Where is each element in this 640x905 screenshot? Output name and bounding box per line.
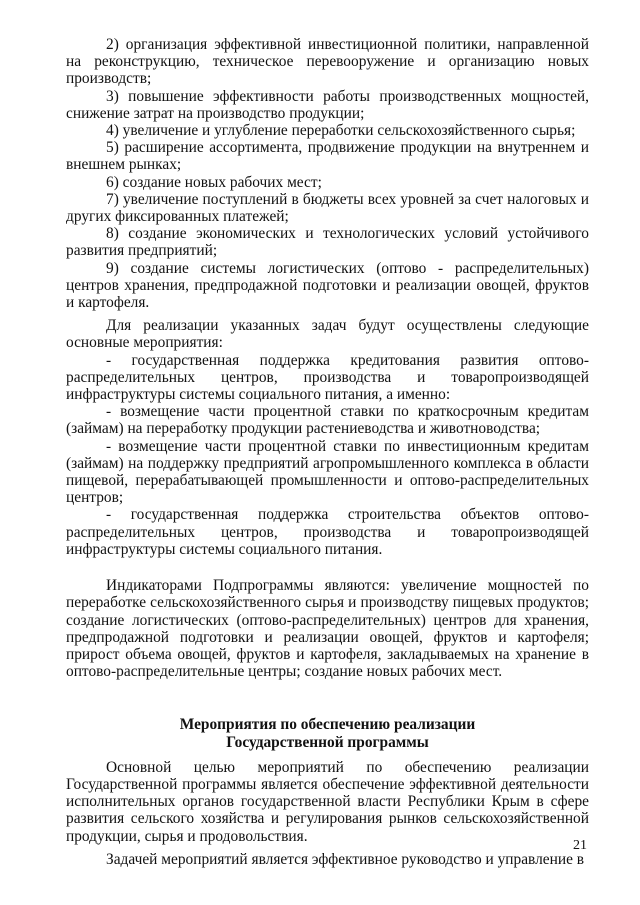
paragraph-main-goal: Основной целью мероприятий по обеспечению реализации Государственной программы является обеспечение эффективной деятельности исполнительных органов государственной власти Республики Крым в сфере развития сельского хозяйства и регулирования рынков сельскохозяйственной продукции, сырья и продовольствия. [66,758,589,845]
paragraph-item-4: 4) увеличение и углубление переработки сельскохозяйственного сырья; [106,122,576,140]
paragraph-item-6: 6) создание новых рабочих мест; [106,173,322,191]
paragraph-item-5: 5) расширение ассортимента, продвижение продукции на внутреннем и внешнем рынках; [66,139,589,174]
paragraph-item-2: 2) организация эффективной инвестиционной политики, направленной на реконструкцию, техническое перевооружение и организацию новых производств; [66,36,589,88]
paragraph-task: Задачей мероприятий является эффективное руководство и управление в [106,850,585,868]
paragraph-measures-intro: Для реализации указанных задач будут осуществлены следующие основные мероприятия: [66,317,589,352]
paragraph-item-9: 9) создание системы логистических (оптово - распределительных) центров хранения, предпродажной подготовки и реализации овощей, фруктов и картофеля. [66,259,589,312]
document-page [66,36,589,868]
paragraph-measure-short-term-loans: - возмещение части процентной ставки по краткосрочным кредитам (займам) на переработку продукции растениеводства и животноводства; [66,403,589,438]
paragraph-measure-construction: - государственная поддержка строительства объектов оптово-распределительных центров, производства и товаропроизводящей инфраструктуры системы социального питания. [66,506,589,558]
paragraph-measure-investment-loans: - возмещение части процентной ставки по инвестиционным кредитам (займам) на поддержку предприятий агропромышленного комплекса в области пищевой, перерабатывающей промышленности и оптово-распределительных центров; [66,437,589,507]
page-number: 21 [573,838,587,853]
paragraph-indicators: Индикаторами Подпрограммы являются: увеличение мощностей по переработке сельскохозяйственного сырья и производству пищевых продуктов; создание логистических (оптово-распределительных) центров для хранения, предпродажной подготовки и реализации овощей, фруктов и картофеля; прирост объема овощей, фруктов и картофеля, закладываемых на хранение в оптово-распределительные центры; создание новых рабочих мест. [66,577,589,681]
paragraph-item-7: 7) увеличение поступлений в бюджеты всех уровней за счет налоговых и других фиксированных платежей; [66,190,589,226]
paragraph-item-8: 8) создание экономических и технологических условий устойчивого развития предприятий; [66,225,589,260]
section-heading [66,716,589,750]
paragraph-measure-credit-support: - государственная поддержка кредитования развития оптово-распределительных центров, производства и товаропроизводящей инфраструктуры системы социального питания, а именно: [66,351,589,404]
section-heading-line-2: Государственной программы [226,733,429,751]
paragraph-item-3: 3) повышение эффективности работы производственных мощностей, снижение затрат на производство продукции; [66,87,589,122]
section-heading-line-1: Мероприятия по обеспечению реализации [179,716,476,734]
